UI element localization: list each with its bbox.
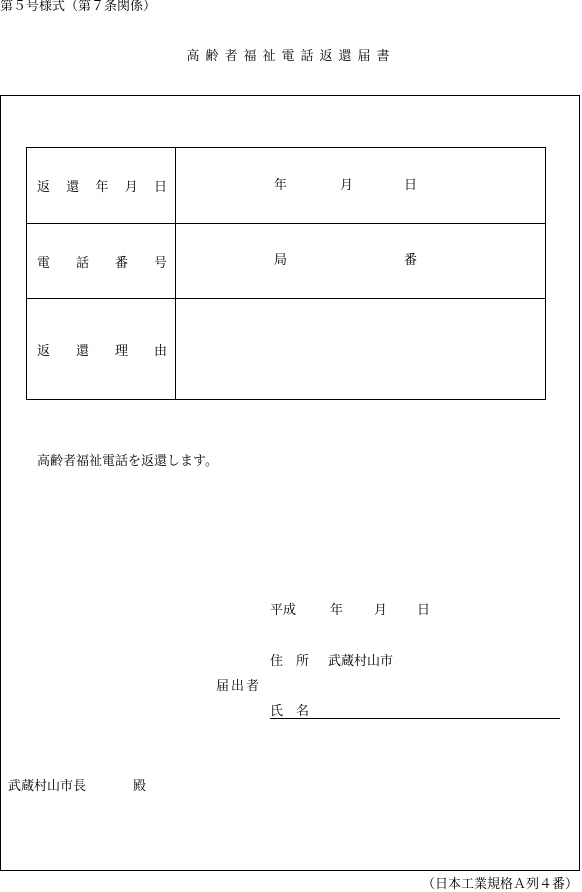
- document-title: 高齢者福祉電話返還届書: [186, 49, 396, 64]
- address-value[interactable]: 武蔵村山市: [328, 654, 394, 669]
- day-unit: 日: [417, 603, 431, 618]
- return-date-label: [27, 148, 176, 224]
- label-char: 号: [153, 255, 167, 271]
- label-char: 由: [153, 343, 167, 359]
- label-char: 返: [37, 343, 51, 359]
- paper-size-note: （日本工業規格Ａ列４番）: [421, 877, 578, 892]
- label-char: 還: [66, 180, 80, 195]
- address-label: 住 所: [270, 654, 310, 669]
- day-unit: 日: [404, 177, 418, 193]
- addressee-honorific: 殿: [133, 779, 147, 794]
- label-char: 日: [153, 180, 167, 195]
- return-reason-field[interactable]: [176, 299, 546, 400]
- label-char: 話: [75, 255, 89, 271]
- name-label: 氏 名: [270, 704, 310, 719]
- return-info-table: [26, 147, 546, 400]
- return-date-field[interactable]: [176, 148, 546, 224]
- year-unit: 年: [330, 603, 344, 618]
- number-unit: 番: [404, 253, 418, 268]
- addressee-title: 武蔵村山市長: [8, 779, 87, 794]
- phone-number-field[interactable]: [176, 224, 546, 299]
- table-row-return-reason: [27, 299, 546, 400]
- label-char: 年: [95, 180, 109, 195]
- name-underline: [270, 718, 560, 719]
- month-unit: 月: [374, 603, 388, 618]
- label-char: 番: [114, 255, 128, 271]
- exchange-unit: 局: [274, 253, 288, 268]
- table-row-return-date: [27, 148, 546, 224]
- return-reason-label: [27, 299, 176, 400]
- label-char: 電: [37, 255, 51, 271]
- label-char: 月: [124, 180, 138, 195]
- label-char: 還: [75, 343, 89, 359]
- month-unit: 月: [340, 177, 354, 193]
- label-char: 理: [114, 343, 128, 359]
- label-char: 返: [37, 180, 51, 195]
- form-number: 第５号様式（第７条関係）: [0, 0, 157, 14]
- applicant-label: 届出者: [216, 679, 262, 694]
- era-label: 平成: [270, 603, 297, 618]
- table-row-phone-number: [27, 224, 546, 299]
- year-unit: 年: [274, 177, 288, 193]
- phone-number-label: [27, 224, 176, 299]
- declaration-text: 高齢者福祉電話を返還します。: [37, 454, 218, 469]
